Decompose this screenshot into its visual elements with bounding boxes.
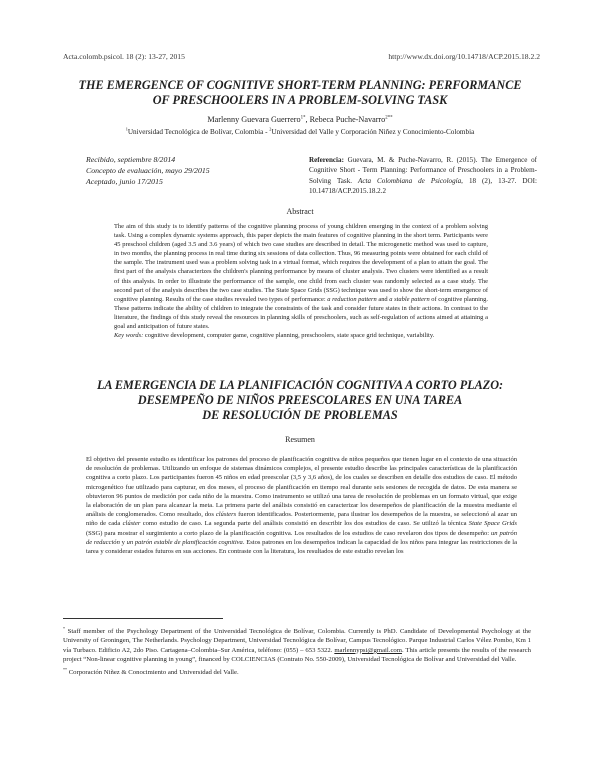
footnotes	[63, 627, 531, 680]
abstract-text: of cognitive planning. These patterns indicate the ability of children to integrate the constraints of the task and consider future states in their actions. In contrast to the literature, the findings of this study reveal the resources in planning skills of preschoolers, such as self-regulation of actions aimed at attaining a goal and anticipation of future states.	[114, 295, 488, 331]
author-name: Marlenny Guevara Guerrero	[207, 115, 301, 124]
abstract-text: and	[376, 295, 390, 303]
affiliations	[60, 128, 540, 136]
evaluation-date: Concepto de evaluación, mayo 29/2015	[86, 165, 210, 175]
footnote-text: Staff member of the Psychology Department of the Universidad Tecnológica de Bolívar, Colombia. Currently is PhD. Candidate of Developmental Psychology at the University of Groningen, The Netherlands. Psychology Department, Universidad Tecnológica de Bolívar, Campus Tecnológico. Parque Industrial Carlos Vélez Pombo, Km 1 vía Turbaco. Edificio A2, 2do Piso. Cartagena–Colombia–Sur América, teléfono: (055) – 653 5322.	[63, 628, 531, 654]
affiliation-text: Universidad Tecnológica de Bolívar, Colombia -	[127, 128, 270, 136]
received-date: Recibido, septiembre 8/2014	[86, 155, 176, 164]
affiliation-mark: 2	[269, 126, 272, 132]
affiliation-text: Universidad del Valle y Corporación Niñez y Conocimiento-Colombia	[271, 128, 475, 136]
resumen-text: (SSG) para mostrar el surgimiento a corto plazo de la planificación cognitiva. Los resultados de los estudios de caso revelaron dos tipos de desempeño:	[86, 529, 492, 537]
resumen-text: fueron identificados. Posteriormente, para ilustrar los desempeños de la muestra, se seleccionó al azar un niño de cada	[86, 511, 518, 528]
accepted-date: Aceptado, junio 17/2015	[86, 176, 163, 186]
english-title-line: THE EMERGENCE OF COGNITIVE SHORT-TERM PLANNING: PERFORMANCE	[78, 78, 522, 92]
running-header	[63, 52, 540, 61]
footnote-mark: *	[63, 625, 66, 631]
citation-reference	[309, 155, 537, 197]
resumen-term: un patrón estable de planificación cognitiva	[126, 538, 243, 546]
affiliation-mark: 1	[125, 126, 128, 132]
author-separator: ,	[305, 115, 310, 124]
keywords-text: cognitive development, computer game, cognitive planning, preschoolers, state space grid technique, variability.	[143, 332, 435, 340]
spanish-title-line: DE RESOLUCIÓN DE PROBLEMAS	[202, 408, 398, 422]
reference-label: Referencia:	[309, 156, 344, 164]
reference-text: , 18 (2), 13-27. DOI: 10.14718/ACP.2015.18.2.2	[309, 176, 538, 196]
footnote-mark: **	[63, 666, 68, 672]
footnote-text: Corporación Niñez & Conocimiento and Universidad del Valle.	[67, 668, 239, 676]
abstract-term: a stable pattern	[389, 295, 430, 303]
resumen-text: El objetivo del presente estudio es identificar los patrones del proceso de planificación cognitiva de niños pequeños que tienen lugar en el contexto de una situación de resolución de problemas. Utilizando un enfoque de sistemas dinámicos complejos, el presente estudio describe las principales características de la planificación cognitiva a corto plazo. Los participantes fueron 45 niños en edad preescolar (3,5 y 3,6 años), de los cuales se describen en detalle dos estudios de caso. El método microgenético fue utilizado para capturar, en dos meses, el proceso de planificación en tiempo real durante seis sesiones de recogida de datos. De esta manera se obtuvieron 96 puntos de medición por cada niño de la muestra. Como instrumento se utilizó una tarea de resolución de problemas en un formato virtual, que exige la elaboración de un plan para alcanzar la meta. La primera parte del análisis consistió en caracterizar los desempeños de planificación de la muestra mediante el análisis de conglomerados. Como resultado, dos	[86, 456, 517, 519]
author-marks: 1*	[300, 115, 306, 121]
abstract-text: The aim of this study is to identify patterns of the cognitive planning process of young children emerging in the context of a problem solving task. Using a complex dynamic systems approach, this paper depicts the main features of cognitive planning in the short term. Participants were 45 preschool children (aged 3.5 and 3.6 years) of which two case studies are described in detail. The microgenetic method was used to capture, in two months, the planning process in real time during six sessions of data collection. Thus, 96 measuring points were obtained for each child of the sample. The instrument used was a problem solving task in a virtual format, which requires the development of a plan to attain the goal. The first part of the analysis characterizes the children's planning performance by means of cluster analysis. Two clusters were identified as a result of this analysis. In order to illustrate the performance of the sample, one child from each cluster was randomly selected as a case study. The second part of the analysis describes the two case studies. The State Space Grids (SSG) technique was used to show the short-term emergence of cognitive planning. Results of the case studies revealed two types of performance:	[114, 223, 488, 303]
doi-link[interactable]: http://www.dx.doi.org/10.14718/ACP.2015.18.2.2	[388, 52, 540, 61]
resumen-text: como estudio de caso. La segunda parte del análisis consistió en describir los dos estudios de caso. Se utilizó la técnica	[140, 520, 469, 528]
resumen-term: un patrón de reducción	[86, 529, 517, 546]
footnote-text: . This article presents the results of the research project “Non-linear cognitive planning in young”, financed by COLCIENCIAS (Contrato No. 550-2009), Universidad Tecnológica de Bolívar and Universidad del Valle.	[63, 646, 531, 664]
resumen-term: State Space Grids	[468, 520, 517, 528]
resumen-heading: Resumen	[285, 435, 315, 444]
journal-reference: Acta.colomb.psicol. 18 (2): 13-27, 2015	[63, 52, 185, 61]
resumen-term: clúster	[122, 520, 141, 528]
reference-journal: Acta Colombiana de Psicología	[358, 176, 462, 185]
author-marks: 2**	[385, 115, 393, 121]
spanish-title-line: DESEMPEÑO DE NIÑOS PREESCOLARES EN UNA TAREA	[137, 393, 463, 407]
abstract-term: a reduction pattern	[327, 295, 377, 303]
spanish-title	[60, 378, 540, 423]
publication-dates	[86, 155, 286, 187]
footnote-2	[63, 668, 531, 677]
keywords-label: Key words:	[114, 332, 144, 340]
reference-text: Guevara, M. & Puche-Navarro, R. (2015). The Emergence of Cognitive Short - Term Planning: Performance of Preschoolers in a Problem-Solving Task.	[309, 156, 537, 185]
author-list	[60, 115, 540, 124]
resumen-term: clústers	[215, 511, 237, 519]
resumen-text: . Estos patrones en los desempeños indican la capacidad de los niños para integrar las restricciones de la tarea y considerar estados futuros en sus acciones. En contraste con la literatura, los resultados de este estudio revelan los	[86, 538, 518, 556]
resumen-body	[86, 455, 517, 556]
footnote-1	[63, 627, 531, 665]
abstract-heading: Abstract	[286, 207, 314, 216]
english-title-line: OF PRESCHOOLERS IN A PROBLEM-SOLVING TASK	[152, 93, 448, 107]
email-link[interactable]: marlennypsi@gmail.com	[334, 646, 402, 654]
spanish-title-line: LA EMERGENCIA DE LA PLANIFICACIÓN COGNITIVA A CORTO PLAZO:	[96, 378, 504, 392]
resumen-text: y	[119, 538, 127, 546]
author-name: Rebeca Puche-Navarro	[309, 115, 386, 124]
abstract-body	[114, 222, 488, 340]
english-title	[60, 78, 540, 108]
footnote-divider	[63, 618, 223, 619]
